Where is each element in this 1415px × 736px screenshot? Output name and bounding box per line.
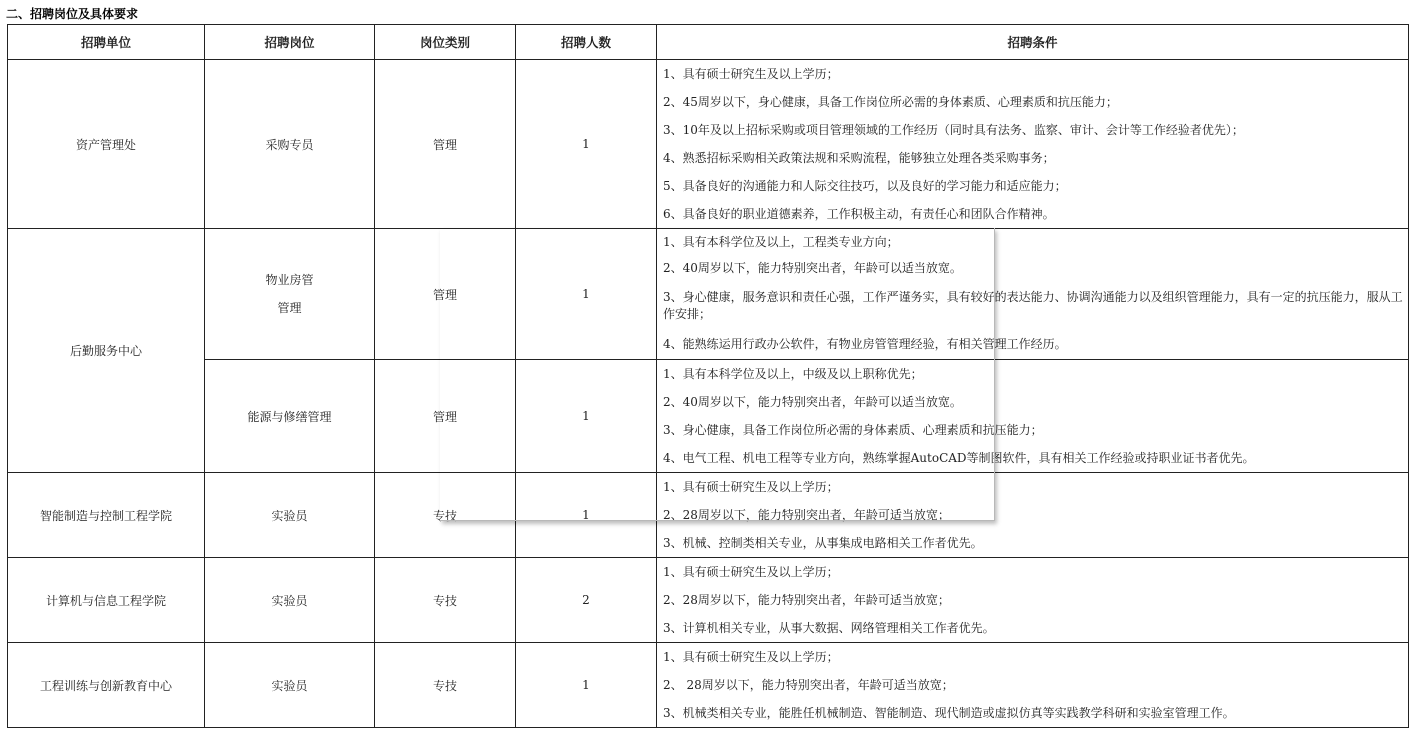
requirement-line: 2、40周岁以下，能力特别突出者，年龄可以适当放宽。 <box>663 261 962 275</box>
table-row <box>8 360 1409 473</box>
table-row <box>8 643 1409 728</box>
header-requirements: 招聘条件 <box>657 25 1409 60</box>
requirement-line: 1、具有硕士研究生及以上学历； <box>663 480 839 494</box>
requirement-line: 1、具有硕士研究生及以上学历； <box>663 650 839 664</box>
cell-unit: 工程训练与创新教育中心 <box>8 643 205 728</box>
requirement-line: 2、28周岁以下，能力特别突出者，年龄可适当放宽； <box>663 593 950 607</box>
cell-unit: 资产管理处 <box>8 60 205 229</box>
requirement-line: 3、10年及以上招标采购或项目管理领域的工作经历（同时具有法务、监察、审计、会计等工作经验者优先）； <box>663 123 1244 137</box>
cell-count: 1 <box>516 60 657 229</box>
position-line: 物业房管 <box>265 273 314 287</box>
requirement-line: 5、具备良好的沟通能力和人际交往技巧，以及良好的学习能力和适应能力； <box>663 179 1067 193</box>
requirement-line: 3、机械类相关专业，能胜任机械制造、智能制造、现代制造或虚拟仿真等实践教学科研和实验室管理工作。 <box>663 706 1235 720</box>
requirement-line: 3、机械、控制类相关专业，从事集成电路相关工作者优先。 <box>663 536 983 550</box>
cell-category: 专技 <box>375 643 516 728</box>
cell-position: 实验员 <box>205 558 375 643</box>
cell-position <box>205 229 375 360</box>
section-title: 二、招聘岗位及具体要求 <box>6 7 139 21</box>
header-position: 招聘岗位 <box>205 25 375 60</box>
cell-count: 1 <box>516 473 657 558</box>
requirement-line: 3、身心健康，服务意识和责任心强，工作严谨务实，具有较好的表达能力、协调沟通能力以及组织管理能力，具有一定的抗压能力，服从工作安排； <box>663 290 1403 321</box>
cell-category: 管理 <box>375 229 516 360</box>
table-row <box>8 229 1409 360</box>
requirement-line: 4、能熟练运用行政办公软件，有物业房管管理经验，有相关管理工作经历。 <box>663 337 1067 351</box>
requirement-line: 4、熟悉招标采购相关政策法规和采购流程，能够独立处理各类采购事务； <box>663 151 1055 165</box>
cell-requirements <box>657 360 1409 473</box>
cell-requirements <box>657 60 1409 229</box>
cell-category: 管理 <box>375 60 516 229</box>
table-row <box>8 60 1409 229</box>
cell-unit: 计算机与信息工程学院 <box>8 558 205 643</box>
table-row <box>8 558 1409 643</box>
cell-category: 专技 <box>375 558 516 643</box>
cell-count: 1 <box>516 643 657 728</box>
header-count: 招聘人数 <box>516 25 657 60</box>
requirement-line: 6、具备良好的职业道德素养，工作积极主动，有责任心和团队合作精神。 <box>663 207 1055 221</box>
cell-requirements <box>657 558 1409 643</box>
cell-position: 实验员 <box>205 473 375 558</box>
cell-category: 专技 <box>375 473 516 558</box>
cell-count: 2 <box>516 558 657 643</box>
cell-requirements <box>657 229 1409 360</box>
requirement-line: 4、电气工程、机电工程等专业方向，熟练掌握AutoCAD等制图软件，具有相关工作经验或持职业证书者优先。 <box>663 451 1255 465</box>
cell-position: 能源与修缮管理 <box>205 360 375 473</box>
header-unit: 招聘单位 <box>8 25 205 60</box>
cell-requirements <box>657 643 1409 728</box>
requirement-line: 1、具有本科学位及以上，中级及以上职称优先； <box>663 367 923 381</box>
table-row <box>8 473 1409 558</box>
requirement-line: 1、具有硕士研究生及以上学历； <box>663 565 839 579</box>
requirement-line: 2、45周岁以下，身心健康，具备工作岗位所必需的身体素质、心理素质和抗压能力； <box>663 95 1118 109</box>
cell-count: 1 <box>516 360 657 473</box>
requirement-line: 2、40周岁以下，能力特别突出者，年龄可以适当放宽。 <box>663 395 962 409</box>
requirement-line: 2、 28周岁以下，能力特别突出者，年龄可适当放宽； <box>663 678 954 692</box>
cell-requirements <box>657 473 1409 558</box>
header-category: 岗位类别 <box>375 25 516 60</box>
requirement-line: 3、计算机相关专业，从事大数据、网络管理相关工作者优先。 <box>663 621 995 635</box>
cell-count: 1 <box>516 229 657 360</box>
cell-unit: 后勤服务中心 <box>8 229 205 473</box>
requirement-line: 2、28周岁以下，能力特别突出者，年龄可适当放宽； <box>663 508 950 522</box>
recruitment-table <box>7 24 1409 728</box>
requirement-line: 1、具有本科学位及以上，工程类专业方向； <box>663 235 899 249</box>
requirement-line: 1、具有硕士研究生及以上学历； <box>663 67 839 81</box>
cell-position: 采购专员 <box>205 60 375 229</box>
header-row <box>8 25 1409 60</box>
cell-unit: 智能制造与控制工程学院 <box>8 473 205 558</box>
requirement-line: 3、身心健康，具备工作岗位所必需的身体素质、心理素质和抗压能力； <box>663 423 1043 437</box>
cell-category: 管理 <box>375 360 516 473</box>
cell-position: 实验员 <box>205 643 375 728</box>
position-line: 管理 <box>277 301 302 315</box>
